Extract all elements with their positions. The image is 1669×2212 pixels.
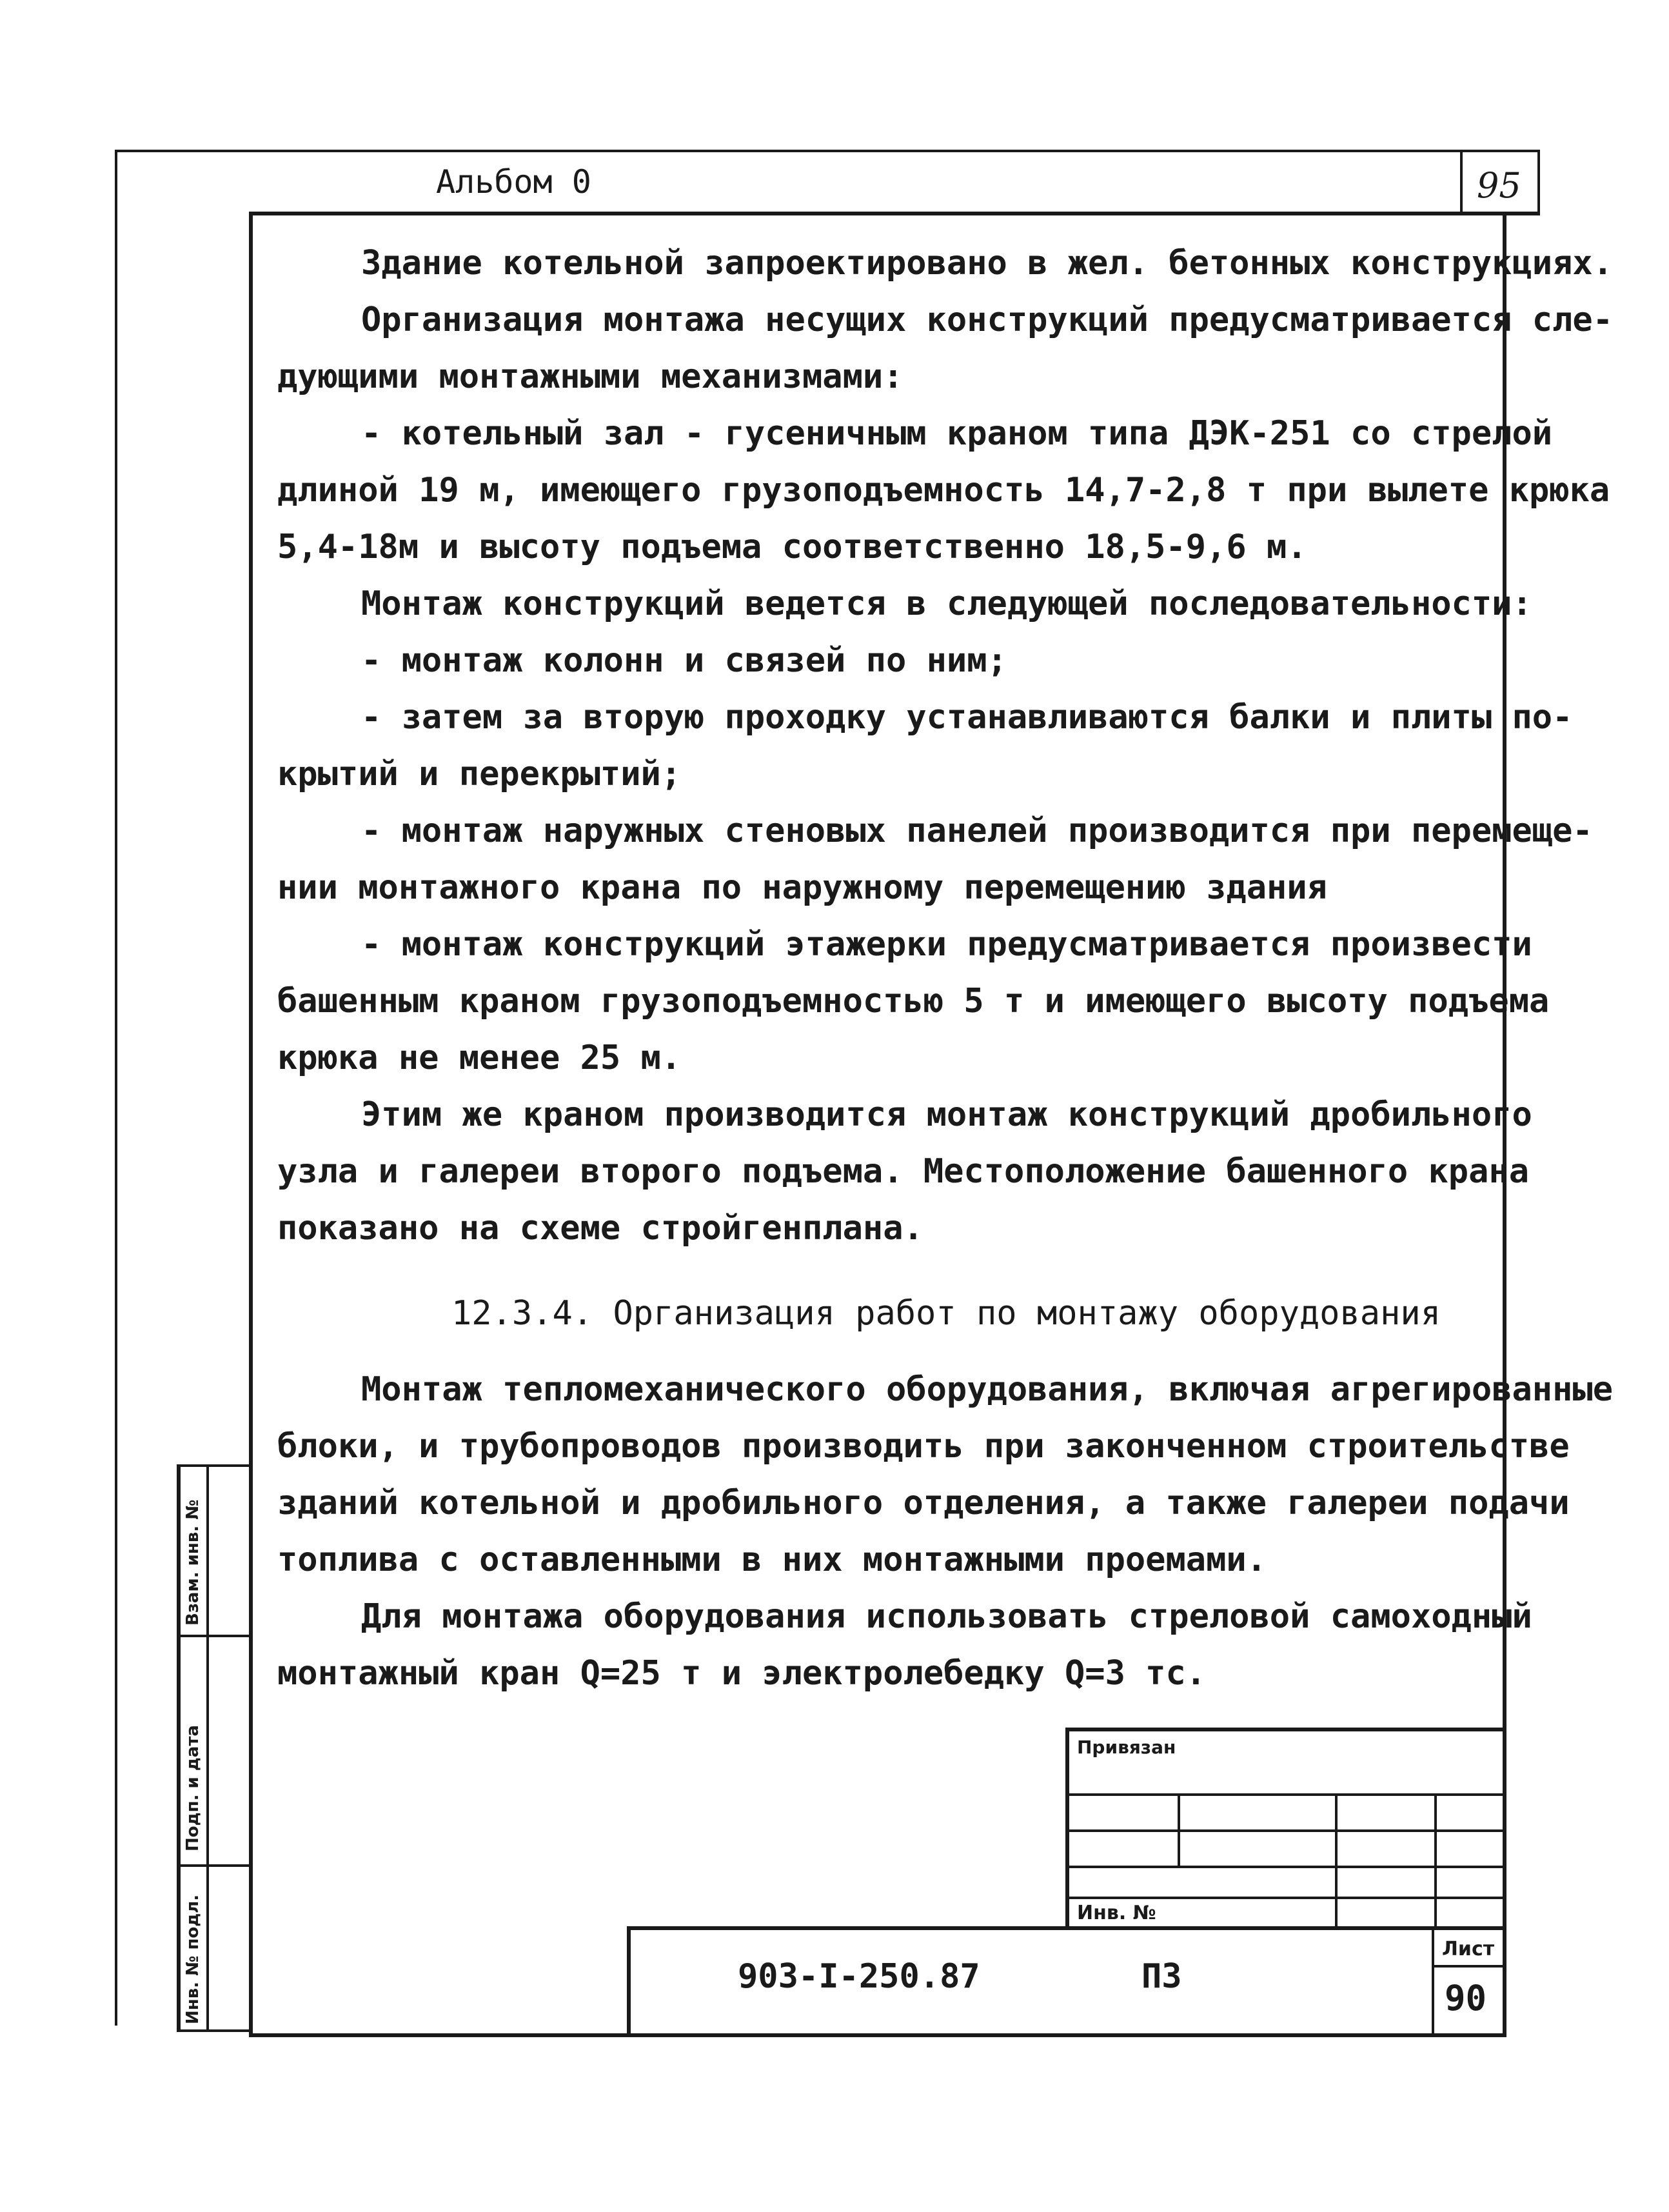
stamp-privyazan: Привязан xyxy=(1077,1737,1176,1758)
body-line-7: Монтаж конструкций ведется в следующей последовательности: xyxy=(361,584,1532,623)
strip-vzam-inv: Взам. инв. № xyxy=(183,1499,202,1626)
strip-inv-podl: Инв. № подл. xyxy=(183,1894,202,2024)
outer-frame-left xyxy=(115,150,117,2026)
strip-bottom xyxy=(177,2029,252,2032)
body-line-13: - монтаж конструкций этажерки предусматривается произвести xyxy=(361,925,1532,964)
title-sheet-col xyxy=(1432,1926,1434,2036)
doc-code: 903-I-250.87 xyxy=(738,1957,980,1996)
body-line-3: дующими монтажными механизмами: xyxy=(277,357,904,396)
section-heading: 12.3.4. Организация работ по монтажу оборудования xyxy=(451,1294,1441,1333)
strip-left xyxy=(177,1464,181,2032)
body-line-5: длиной 19 м, имеющего грузоподъемность 14,7-2,8 т при вылете крюка xyxy=(277,471,1610,510)
body-line-11: - монтаж наружных стеновых панелей производится при перемеще- xyxy=(361,812,1593,850)
stamp-col-2 xyxy=(1335,1793,1338,1928)
page-number-box-left xyxy=(1460,150,1463,214)
stamp-row-3 xyxy=(1067,1866,1505,1868)
stamp-row-2 xyxy=(1067,1829,1505,1832)
body-line-19: Монтаж тепломеханического оборудования, включая агрегированные xyxy=(361,1370,1614,1409)
stamp-col-1 xyxy=(1178,1793,1180,1866)
strip-top xyxy=(177,1464,252,1467)
doc-type: ПЗ xyxy=(1141,1957,1182,1996)
stamp-top xyxy=(1067,1728,1505,1731)
strip-sep-2 xyxy=(177,1864,252,1867)
stamp-inv-no: Инв. № xyxy=(1077,1902,1156,1924)
body-line-23: Для монтажа оборудования использовать стреловой самоходный xyxy=(361,1597,1532,1636)
outer-frame-right xyxy=(1537,150,1540,214)
inner-frame-top xyxy=(250,212,1540,215)
inner-frame-left xyxy=(249,212,253,2037)
page-number: 95 xyxy=(1477,165,1521,206)
body-line-21: зданий котельной и дробильного отделения, а также галереи подачи xyxy=(277,1484,1570,1522)
body-line-17: узла и галереи второго подъема. Местоположение башенного крана xyxy=(277,1152,1530,1191)
body-line-12: нии монтажного крана по наружному перемещению здания xyxy=(277,868,1327,907)
body-line-2: Организация монтажа несущих конструкций предусматривается сле- xyxy=(361,301,1614,339)
strip-mid xyxy=(206,1464,209,2032)
body-line-18: показано на схеме стройгенплана. xyxy=(277,1209,923,1248)
stamp-row-1 xyxy=(1067,1793,1505,1796)
body-line-8: - монтаж колонн и связей по ним; xyxy=(361,641,1007,680)
title-left xyxy=(627,1926,631,2036)
body-line-16: Этим же краном производится монтаж конструкций дробильного xyxy=(361,1095,1532,1134)
title-top xyxy=(628,1926,1505,1930)
stamp-col-3 xyxy=(1434,1793,1437,1928)
album-title: Альбом 0 xyxy=(436,163,591,201)
sheet-label: Лист xyxy=(1442,1938,1495,1960)
body-line-22: топлива с оставленными в них монтажными проемами. xyxy=(277,1540,1267,1579)
body-line-10: крытий и перекрытий; xyxy=(277,755,682,793)
body-line-24: монтажный кран Q=25 т и электролебедку Q=3 тс. xyxy=(277,1654,1207,1693)
title-sheet-row xyxy=(1432,1965,1505,1968)
body-line-4: - котельный зал - гусеничным краном типа ДЭК-251 со стрелой xyxy=(361,414,1553,453)
stamp-row-4 xyxy=(1067,1897,1505,1899)
body-line-20: блоки, и трубопроводов производить при законченном строительстве xyxy=(277,1427,1570,1466)
body-line-15: крюка не менее 25 м. xyxy=(277,1039,682,1077)
body-line-6: 5,4-18м и высоту подъема соответственно 18,5-9,6 м. xyxy=(277,528,1307,566)
body-line-1: Здание котельной запроектировано в жел. бетонных конструкциях. xyxy=(361,244,1614,283)
outer-frame-top xyxy=(115,150,1540,152)
body-line-14: башенным краном грузоподъемностью 5 т и имеющего высоту подъема xyxy=(277,982,1550,1021)
strip-podp-data: Подп. и дата xyxy=(183,1725,202,1851)
inner-frame-bottom xyxy=(249,2033,1506,2037)
body-line-9: - затем за вторую проходку устанавливаются балки и плиты по- xyxy=(361,698,1573,737)
sheet-number: 90 xyxy=(1445,1978,1487,2018)
strip-sep-1 xyxy=(177,1635,252,1637)
